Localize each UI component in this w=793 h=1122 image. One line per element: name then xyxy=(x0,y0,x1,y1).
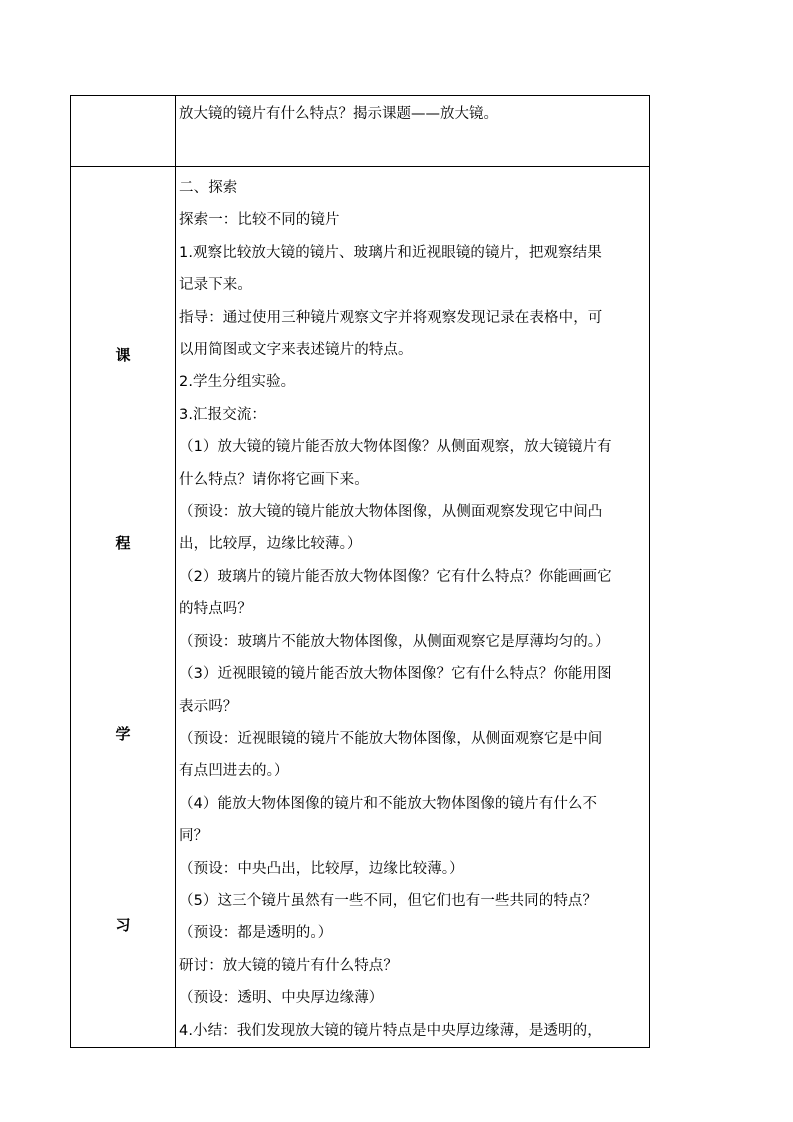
text-line: 有点凹进去的。） xyxy=(179,763,289,780)
intro-content-cell xyxy=(176,96,650,167)
side-label-xue: 学 xyxy=(115,725,131,743)
process-content xyxy=(176,167,649,1047)
text-line: （预设：近视眼镜的镜片不能放大物体图像，从侧面观察它是中间 xyxy=(179,730,603,747)
text-line: 表示吗？ xyxy=(179,698,238,715)
side-label-ke: 课 xyxy=(115,346,131,364)
text-line: 3.汇报交流： xyxy=(179,406,267,423)
text-line: （预设：玻璃片不能放大物体图像，从侧面观察它是厚薄均匀的。） xyxy=(179,633,610,650)
process-row xyxy=(71,167,650,1048)
text-line: 什么特点？请你将它画下来。 xyxy=(179,471,369,488)
side-label-cheng: 程 xyxy=(115,534,131,552)
text-line: （2）玻璃片的镜片能否放大物体图像？它有什么特点？你能画画它 xyxy=(179,568,612,585)
text-line: （预设：都是透明的。） xyxy=(179,925,333,942)
text-line: 研讨：放大镜的镜片有什么特点？ xyxy=(179,957,398,974)
intro-text: 放大镜的镜片有什么特点？揭示课题——放大镜。 xyxy=(179,106,498,122)
text-line: （5）这三个镜片虽然有一些不同，但它们也有一些共同的特点？ xyxy=(179,892,598,909)
text-line: （预设：放大镜的镜片能放大物体图像，从侧面观察发现它中间凸 xyxy=(179,504,603,521)
text-line: （4）能放大物体图像的镜片和不能放大物体图像的镜片有什么不 xyxy=(179,795,598,812)
text-line: （预设：透明、中央厚边缘薄） xyxy=(179,990,384,1007)
process-content-cell xyxy=(176,167,650,1048)
intro-label-cell xyxy=(71,96,176,167)
side-labels xyxy=(71,167,175,1024)
text-line: （3）近视眼镜的镜片能否放大物体图像？它有什么特点？你能用图 xyxy=(179,666,612,683)
text-line: 指导：通过使用三种镜片观察文字并将观察发现记录在表格中，可 xyxy=(179,309,603,326)
side-label-xi: 习 xyxy=(115,916,131,934)
text-line: 以用简图或文字来表述镜片的特点。 xyxy=(179,342,413,359)
lesson-plan-table xyxy=(70,95,650,1048)
text-line: 1.观察比较放大镜的镜片、玻璃片和近视眼镜的镜片，把观察结果 xyxy=(179,244,602,261)
process-label-cell xyxy=(71,167,176,1048)
intro-row xyxy=(71,96,650,167)
text-line: 2.学生分组实验。 xyxy=(179,374,296,391)
text-line: （1）放大镜的镜片能否放大物体图像？从侧面观察，放大镜镜片有 xyxy=(179,439,612,456)
text-line: 4.小结：我们发现放大镜的镜片特点是中央厚边缘薄，是透明的， xyxy=(179,1022,602,1039)
text-line: 二、探索 xyxy=(179,180,238,196)
text-line: 的特点吗？ xyxy=(179,601,252,618)
text-line: 出，比较厚，边缘比较薄。） xyxy=(179,536,362,553)
text-line: （预设：中央凸出，比较厚，边缘比较薄。） xyxy=(179,860,464,877)
text-line: 探索一：比较不同的镜片 xyxy=(179,212,340,229)
text-line: 同？ xyxy=(179,828,209,845)
text-line: 记录下来。 xyxy=(179,277,252,294)
